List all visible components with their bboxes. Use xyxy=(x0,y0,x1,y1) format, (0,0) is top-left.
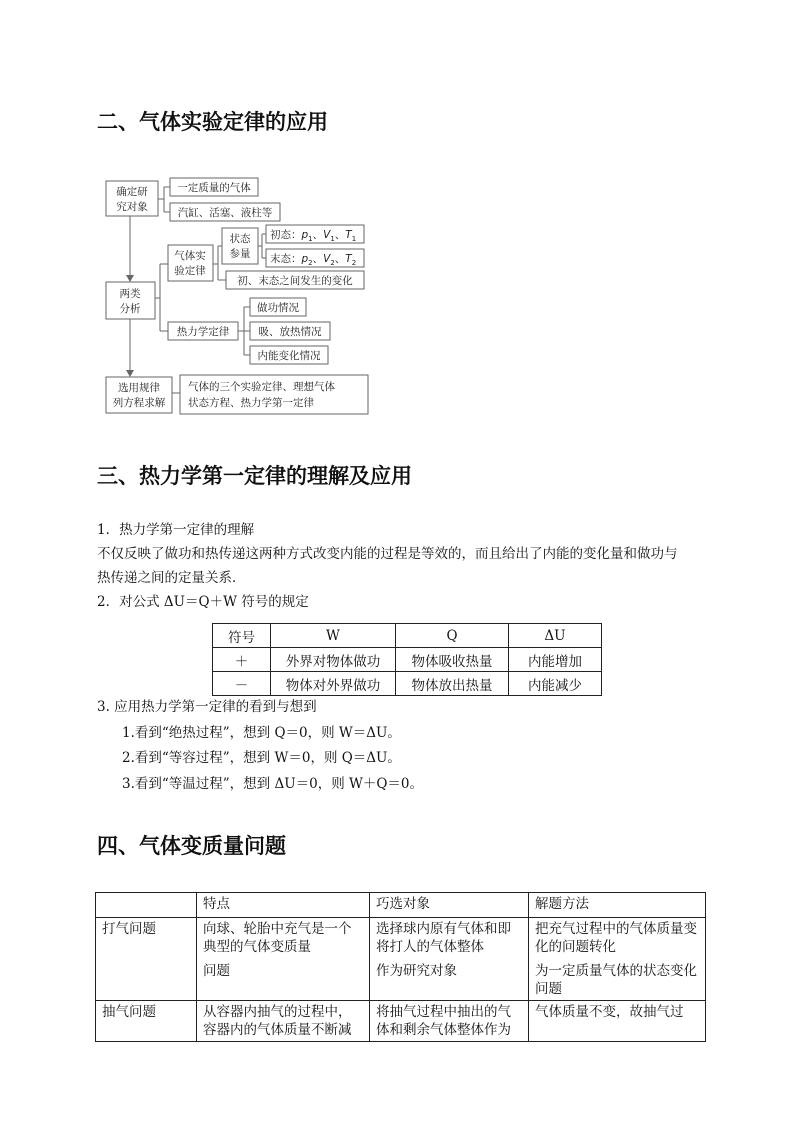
row-pump-out-method: 气体质量不变，故抽气过 xyxy=(529,1001,706,1042)
th-w: W xyxy=(271,624,396,648)
gas-law-mind-map xyxy=(100,172,375,417)
svg-text:末态：p2、V2、T2: 末态：$p_2$、$V_2$、$T_2$ xyxy=(270,253,357,267)
th-empty xyxy=(96,893,197,918)
cell-q-plus: 物体吸收热量 xyxy=(396,648,509,672)
section-4-title: 四、气体变质量问题 xyxy=(97,834,286,858)
mm-change-between: 初、末态之间发生的变化 xyxy=(237,275,353,287)
mm-object-a: 一定质量的气体 xyxy=(177,182,251,194)
mm-t2: T xyxy=(345,253,352,265)
mm-research-object-1: 确定研 xyxy=(116,186,148,198)
cell-w-plus: 外界对物体做功 xyxy=(271,648,396,672)
thermo-item-2: 2．对公式 ΔU＝Q＋W 符号的规定 xyxy=(97,594,309,610)
th-symbol: 符号 xyxy=(213,624,271,648)
mm-gas-law-2: 验定律 xyxy=(174,265,206,277)
thermo-para-line-1: 不仅反映了做功和热传递这两种方式改变内能的过程是等效的，而且给出了内能的变化量和做功与 xyxy=(97,546,678,562)
mm-state-params-1: 状态 xyxy=(229,233,251,245)
cell-du-plus: 内能增加 xyxy=(509,648,602,672)
thermo-item-1: 1．热力学第一定律的理解 xyxy=(97,522,255,538)
mm-state-params-2: 参量 xyxy=(229,248,251,260)
table-row xyxy=(96,1001,706,1042)
svg-text:初态：p1、V1、T1: 初态：$p_1$、$V_1$、$T_1$ xyxy=(270,229,357,243)
mm-two-analysis-1: 两类 xyxy=(119,288,141,300)
see-adiabatic: 1.看到“绝热过程”，想到 Q＝0，则 W＝ΔU。 xyxy=(122,724,401,741)
cell-w-minus: 物体对外界做功 xyxy=(271,672,396,696)
mm-laws-2: 状态方程、热力学第一定律 xyxy=(188,397,314,409)
th-feature: 特点 xyxy=(197,893,370,918)
mm-heat: 吸、放热情况 xyxy=(258,326,322,338)
mm-work: 做功情况 xyxy=(257,302,299,314)
thermo-application xyxy=(97,695,717,797)
th-object: 巧选对象 xyxy=(370,893,529,918)
table-row xyxy=(213,672,602,696)
row-pump-in-object: 选择球内原有气体和即将打人的气体整体 作为研究对象 xyxy=(370,918,529,1001)
mm-v1: V xyxy=(323,229,331,241)
table-row xyxy=(96,918,706,1001)
mm-object-b: 汽缸、活塞、液柱等 xyxy=(177,207,273,219)
section-3-title: 三、热力学第一定律的理解及应用 xyxy=(97,464,412,488)
row-pump-in-feature: 向球、轮胎中充气是一个典型的气体变质量 问题 xyxy=(197,918,370,1001)
mm-v2: V xyxy=(323,253,331,265)
mm-two-analysis-2: 分析 xyxy=(119,303,141,315)
mm-thermo-law: 热力学定律 xyxy=(176,326,230,338)
thermo-understanding xyxy=(97,518,717,614)
see-isochoric: 2.看到“等容过程”，想到 W＝0，则 Q＝ΔU。 xyxy=(122,750,401,766)
mm-choose-law-2: 列方程求解 xyxy=(112,397,166,409)
thermo-item-3: 3. 应用热力学第一定律的看到与想到 xyxy=(97,699,317,715)
mm-initial-state: 初态： xyxy=(270,229,302,241)
cell-du-minus: 内能减少 xyxy=(509,672,602,696)
mm-laws-1: 气体的三个实验定律、理想气体 xyxy=(188,381,335,393)
row-pump-out-object: 将抽气过程中抽出的气体和剩余气体整体作为 xyxy=(370,1001,529,1042)
table-row xyxy=(213,648,602,672)
mm-final-state: 末态： xyxy=(270,253,302,265)
cell-sign-plus: ＋ xyxy=(213,648,271,672)
th-q: Q xyxy=(396,624,509,648)
row-pump-in-name: 打气问题 xyxy=(96,918,197,1001)
see-isothermal: 3.看到“等温过程”，想到 ΔU＝0，则 W＋Q＝0。 xyxy=(122,775,424,792)
th-method: 解题方法 xyxy=(529,893,706,918)
mm-p1: p xyxy=(301,229,309,241)
mm-research-object-2: 究对象 xyxy=(116,201,148,213)
table-header-row xyxy=(213,624,602,648)
mm-choose-law-1: 选用规律 xyxy=(118,382,160,394)
section-2-title: 二、气体实验定律的应用 xyxy=(97,110,328,134)
mm-p2: p xyxy=(301,253,309,265)
variable-mass-table xyxy=(95,892,706,1042)
thermo-para-line-2: 热传递之间的定量关系． xyxy=(97,570,246,586)
mm-internal-energy: 内能变化情况 xyxy=(257,350,321,362)
row-pump-in-method: 把充气过程中的气体质量变化的问题转化 为一定质量气体的状态变化问题 xyxy=(529,918,706,1001)
mm-gas-law-1: 气体实 xyxy=(174,250,206,262)
th-du: ΔU xyxy=(509,624,602,648)
table-header-row xyxy=(96,893,706,918)
row-pump-out-name: 抽气问题 xyxy=(96,1001,197,1042)
cell-sign-minus: － xyxy=(213,672,271,696)
sign-convention-table xyxy=(212,623,602,696)
row-pump-out-feature: 从容器内抽气的过程中，容器内的气体质量不断减 xyxy=(197,1001,370,1042)
mm-t1: T xyxy=(345,229,352,241)
cell-q-minus: 物体放出热量 xyxy=(396,672,509,696)
